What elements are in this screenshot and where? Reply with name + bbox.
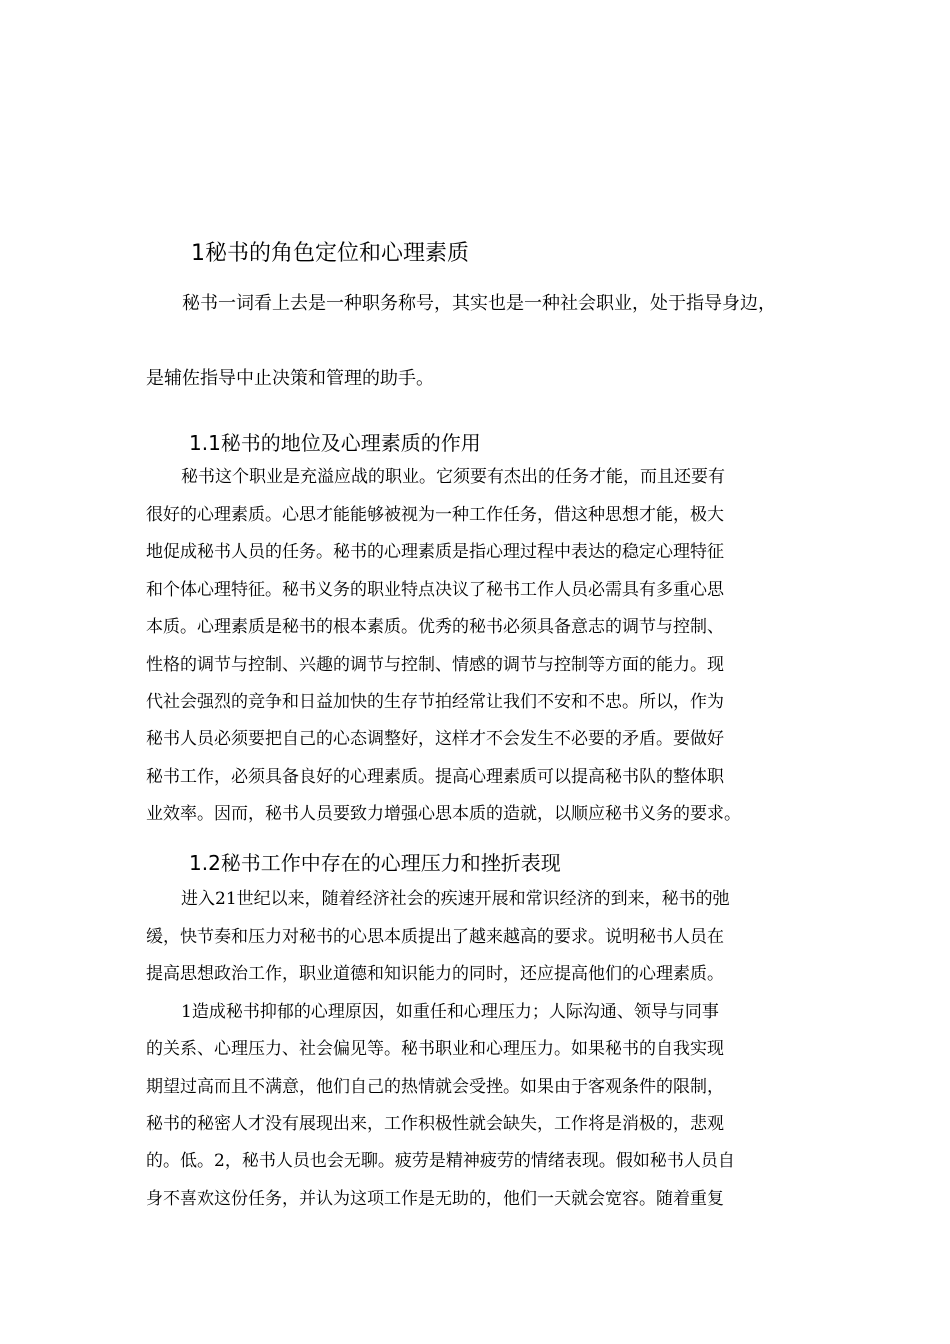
paragraph-line: 提高思想政治工作，职业道德和知识能力的同时，还应提高他们的心理素质。	[146, 964, 724, 984]
paragraph-line: 代社会强烈的竞争和日益加快的生存节拍经常让我们不安和不忠。所以，作为	[146, 692, 724, 712]
paragraph-line: 1造成秘书抑郁的心理原因，如重任和心理压力；人际沟通、领导与同事	[181, 1002, 719, 1022]
paragraph-line: 的。低。2，秘书人员也会无聊。疲劳是精神疲劳的情绪表现。假如秘书人员自	[146, 1151, 735, 1171]
paragraph-line: 秘书的秘密人才没有展现出来，工作积极性就会缺失，工作将是消极的，悲观	[146, 1114, 724, 1134]
paragraph-line: 秘书工作，必须具备良好的心理素质。提高心理素质可以提高秘书队的整体职	[146, 767, 724, 787]
paragraph-line: 的关系、心理压力、社会偏见等。秘书职业和心理压力。如果秘书的自我实现	[146, 1039, 724, 1059]
paragraph-line: 本质。心理素质是秘书的根本素质。优秀的秘书必须具备意志的调节与控制、	[146, 617, 724, 637]
paragraph-line: 地促成秘书人员的任务。秘书的心理素质是指心理过程中表达的稳定心理特征	[146, 542, 724, 562]
paragraph-line: 业效率。因而，秘书人员要致力增强心思本质的造就，以顺应秘书义务的要求。	[146, 804, 741, 824]
paragraph-line: 很好的心理素质。心思才能能够被视为一种工作任务，借这种思想才能，极大	[146, 505, 724, 525]
paragraph-line: 期望过高而且不满意，他们自己的热情就会受挫。如果由于客观条件的限制，	[146, 1077, 724, 1097]
paragraph-line: 秘书这个职业是充溢应战的职业。它须要有杰出的任务才能，而且还要有	[181, 467, 725, 487]
heading-1-2: 1.2秘书工作中存在的心理压力和挫折表现	[189, 851, 561, 875]
paragraph-line: 和个体心理特征。秘书义务的职业特点决议了秘书工作人员必需具有多重心思	[146, 580, 724, 600]
paragraph-line: 性格的调节与控制、兴趣的调节与控制、情感的调节与控制等方面的能力。现	[146, 655, 724, 675]
paragraph-line: 秘书人员必须要把自己的心态调整好，这样才不会发生不必要的矛盾。要做好	[146, 729, 724, 749]
lead-line-2: 是辅佐指导中止决策和管理的助手。	[146, 368, 434, 389]
paragraph-line: 缓，快节奏和压力对秘书的心思本质提出了越来越高的要求。说明秘书人员在	[146, 927, 724, 947]
paragraph-line: 进入21世纪以来，随着经济社会的疾速开展和常识经济的到来，秘书的弛	[181, 889, 730, 909]
heading-1: 1秘书的角色定位和心理素质	[191, 241, 469, 266]
lead-line-1: 秘书一词看上去是一种职务称号，其实也是一种社会职业，处于指导身边，	[182, 293, 776, 314]
paragraph-line: 身不喜欢这份任务，并认为这项工作是无助的，他们一天就会宽容。随着重复	[146, 1189, 724, 1209]
heading-1-1: 1.1秘书的地位及心理素质的作用	[189, 431, 481, 455]
